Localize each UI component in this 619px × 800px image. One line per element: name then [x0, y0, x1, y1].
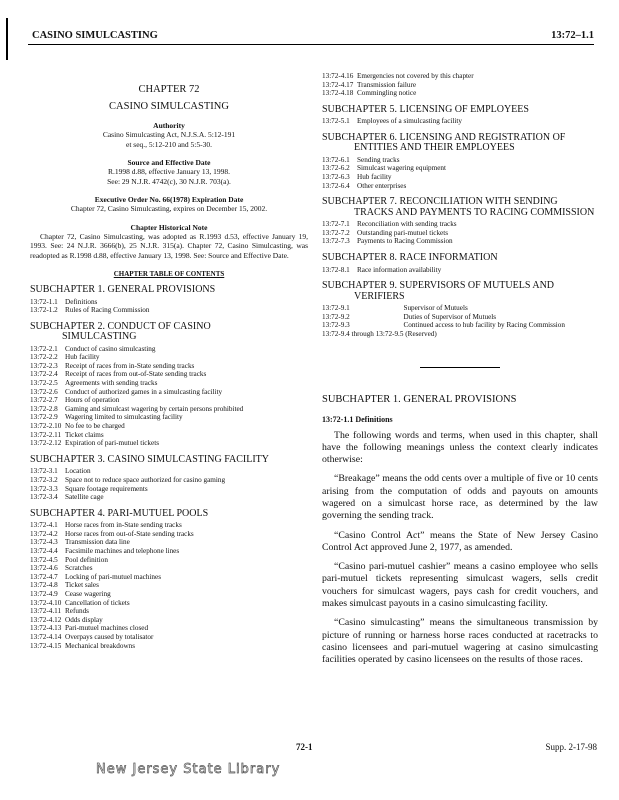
toc-entry-title: Rules of Racing Commission	[65, 306, 150, 315]
toc-entry-number: 13:72-6.4	[322, 181, 350, 190]
toc-entry-title: Space not to reduce space authorized for casino gaming	[65, 475, 226, 484]
toc-entry-title: Wagering limited to simulcasting facility	[65, 413, 183, 422]
toc-entry-list	[30, 345, 243, 448]
subchapter-title: SUBCHAPTER 4. PARI-MUTUEL POOLS	[30, 507, 209, 519]
toc-entry-title: Employees of a simulcasting facility	[357, 117, 462, 126]
toc-entry-number: 13:72-2.4	[30, 370, 58, 379]
toc-entry-title: (Reserved)	[403, 329, 437, 338]
toc-entry	[322, 72, 474, 81]
toc-entry-title: Cancellation of tickets	[65, 598, 130, 607]
toc-entry-list	[30, 467, 225, 501]
toc-entry	[322, 164, 446, 173]
subchapter-title: SUBCHAPTER 6. LICENSING AND REGISTRATION OF ENTITIES AND THEIR EMPLOYEES	[322, 133, 598, 154]
subchapter-title: SUBCHAPTER 8. RACE INFORMATION	[322, 252, 498, 264]
toc-entry-number: 13:72-4.18	[322, 89, 354, 98]
toc-entry-number: 13:72-4.10	[30, 598, 62, 607]
toc-entry	[322, 304, 565, 313]
toc-entry	[322, 220, 457, 229]
toc-entry-number: 13:72-4.13	[30, 624, 62, 633]
toc-entry-number: 13:72-6.3	[322, 173, 350, 182]
toc-entry-number: 13:72-9.1	[322, 304, 350, 313]
toc-entry-number: 13:72-7.2	[322, 228, 350, 237]
chapter-number: CHAPTER 72	[138, 84, 200, 95]
toc-entry-title: Receipt of races from out-of-State sending tracks	[65, 370, 207, 379]
toc-entry	[322, 313, 565, 322]
subchapter-title: SUBCHAPTER 1. GENERAL PROVISIONS	[30, 284, 216, 295]
definition-paragraph: The following words and terms, when used in this chapter, shall have the following meanings unless the context clearly indicates otherwise:	[322, 429, 598, 466]
toc-entry-number: 13:72-2.2	[30, 353, 58, 362]
toc-entry	[322, 117, 462, 126]
definitions-text	[322, 430, 598, 667]
section-divider	[420, 367, 500, 368]
toc-entry	[30, 413, 243, 422]
right-column	[322, 70, 598, 667]
toc-entry	[30, 439, 243, 448]
toc-entry-title: Gaming and simulcast wagering by certain persons prohibited	[65, 404, 244, 413]
toc-entry	[322, 89, 474, 98]
toc-entry-title: Hub facility	[65, 353, 100, 362]
toc-entry	[30, 396, 243, 405]
toc-entry	[30, 422, 243, 431]
toc-entry-title: Ticket sales	[65, 581, 99, 590]
library-watermark: New Jersey State Library	[96, 762, 281, 777]
toc-entry	[30, 547, 194, 556]
toc-entry-title: Continued access to hub facility by Racing Commission	[403, 321, 565, 330]
toc-entry	[30, 521, 194, 530]
toc-entry-list	[322, 266, 441, 275]
toc-entry-number: 13:72-6.1	[322, 155, 350, 164]
toc-entry-title: Agreements with sending tracks	[65, 379, 158, 388]
toc-entry-title: Definitions	[65, 297, 98, 306]
toc-entry	[30, 556, 194, 565]
toc-entry-number: 13:72-4.16	[322, 72, 354, 80]
toc-entry-title: Pari-mutuel machines closed	[65, 624, 149, 633]
toc-entry-title: Pool definition	[65, 555, 108, 564]
toc-entry-title: Hours of operation	[65, 396, 120, 405]
toc-entry	[30, 624, 194, 633]
toc-entry-title: Refunds	[65, 607, 89, 616]
toc-entry-title: Odds display	[65, 615, 103, 624]
toc-entry-number: 13:72-9.2	[322, 312, 350, 321]
toc-entry-title: Hub facility	[357, 173, 392, 182]
toc-entry-number: 13:72-8.1	[322, 265, 350, 274]
toc-entry-number: 13:72-2.6	[30, 387, 58, 396]
toc-entry-number: 13:72-4.8	[30, 581, 58, 590]
toc-entry	[322, 182, 446, 191]
toc-entry-number: 13:72-3.1	[30, 467, 58, 476]
toc-entry	[322, 156, 446, 165]
toc-entry-title: Sending tracks	[357, 155, 400, 164]
toc-entry	[30, 431, 243, 440]
left-column	[30, 70, 308, 650]
toc-entry	[30, 530, 194, 539]
toc-entry-number: 13:72-2.3	[30, 361, 58, 370]
toc-entry-number: 13:72-3.4	[30, 493, 58, 502]
toc-entry	[30, 633, 194, 642]
toc-entry-title: Payments to Racing Commission	[357, 237, 453, 246]
toc-entry-number: 13:72-9.4 through 13:72-9.5	[322, 329, 404, 338]
exec-order-label: Executive Order No. 66(1978) Expiration Date	[94, 195, 244, 204]
toc-entry	[30, 467, 225, 476]
toc-entry	[30, 405, 243, 414]
definition-paragraph: “Casino simulcasting” means the simultaneous transmission by picture of running or harness horse races conducted at racetracks to casino licensees and pari-mutuel wagering at casino simulcasting facilities operated by casino licensees on the results of those races.	[322, 617, 598, 666]
toc-entry-number: 13:72-4.6	[30, 564, 58, 573]
toc-entry-title: Scratches	[65, 564, 93, 573]
toc-entry-title: Receipt of races from in-State sending tracks	[65, 361, 195, 370]
toc-entry	[30, 298, 149, 307]
toc-title: CHAPTER TABLE OF CONTENTS	[113, 270, 225, 278]
toc-entry-number: 13:72-2.9	[30, 413, 58, 422]
toc-entry-number: 13:72-3.3	[30, 484, 58, 493]
toc-entry-number: 13:72-2.11	[30, 430, 62, 439]
toc-entry-number: 13:72-4.14	[30, 632, 62, 641]
toc-entry-number: 13:72-4.4	[30, 546, 58, 555]
toc-entry-number: 13:72-6.2	[322, 164, 350, 173]
supplement-date: Supp. 2-17-98	[545, 742, 597, 752]
toc-entry-number: 13:72-4.11	[30, 607, 62, 616]
toc-entry-list	[322, 117, 462, 126]
toc-entry-title: Commingling notice	[357, 89, 417, 98]
toc-entry	[30, 607, 194, 616]
toc-entry-list	[322, 304, 565, 338]
toc-entry	[30, 379, 243, 388]
toc-entry-number: 13:72-1.2	[30, 306, 58, 315]
definition-paragraph: “Breakage” means the odd cents over a multiple of five or 10 cents arising from the computation of odds and payouts on amounts wagered on a simulcast horse race, as determined by the law governing the sending track.	[322, 473, 598, 522]
subchapter-title-continued: ENTITIES AND THEIR EMPLOYEES	[354, 142, 515, 154]
toc-entry	[30, 642, 194, 651]
definition-paragraph: “Casino pari-mutuel cashier” means a casino employee who sells pari-mutuel tickets representing simulcast wagers, sells credit vouchers for simulcast wagers, pays cash for credit vouchers, and makes simulcast payouts in a casino simulcasting facility.	[322, 561, 598, 610]
toc-entry-number: 13:72-2.12	[30, 439, 62, 448]
toc-entry	[30, 599, 194, 608]
toc-entry	[30, 476, 225, 485]
toc-entry-title: Emergencies not covered by this chapter	[357, 72, 474, 80]
toc-continued	[322, 72, 474, 98]
subchapter-title-continued: TRACKS AND PAYMENTS TO RACING COMMISSION	[354, 206, 595, 218]
toc-entry-title: Reconciliation with sending tracks	[357, 220, 457, 229]
toc-entry-number: 13:72-2.7	[30, 396, 58, 405]
toc-entry-number: 13:72-4.12	[30, 615, 62, 624]
toc-entry-number: 13:72-2.8	[30, 404, 58, 413]
toc-entry	[30, 493, 225, 502]
toc-entry-title: Location	[65, 467, 91, 476]
toc-entry	[30, 485, 225, 494]
subchapter-title: SUBCHAPTER 5. LICENSING OF EMPLOYEES	[322, 103, 529, 115]
subchapter-title: SUBCHAPTER 3. CASINO SIMULCASTING FACILITY	[30, 453, 269, 465]
toc-entry-title: Race information availability	[357, 265, 442, 274]
toc-entry	[30, 590, 194, 599]
toc-entry	[322, 321, 565, 330]
toc-entry	[30, 306, 149, 315]
toc-entry-number: 13:72-5.1	[322, 117, 350, 126]
toc-entry-title: Satellite cage	[65, 493, 104, 502]
toc-entry	[30, 573, 194, 582]
subchapter-title: SUBCHAPTER 9. SUPERVISORS OF MUTUELS AND VERIFIERS	[322, 281, 598, 302]
toc-entry	[30, 353, 243, 362]
toc-entry-number: 13:72-1.1	[30, 297, 58, 306]
header-title: CASINO SIMULCASTING	[32, 30, 158, 41]
toc-entry-list	[322, 156, 446, 190]
toc-entry-number: 13:72-2.5	[30, 379, 58, 388]
toc-entry-title: Horse races from in-State sending tracks	[65, 521, 182, 530]
page-number: 72-1	[296, 742, 313, 752]
toc-entry-title: Transmission data line	[65, 538, 130, 547]
toc-entry-list	[30, 298, 149, 315]
header-section-number: 13:72–1.1	[551, 30, 594, 41]
toc-entry-title: Horse races from out-of-State sending tracks	[65, 529, 194, 538]
toc-entry	[322, 330, 565, 339]
definition-paragraph: “Casino Control Act” means the State of New Jersey Casino Control Act approved June 2, 1977, as amended.	[322, 529, 598, 553]
history-label: Chapter Historical Note	[130, 222, 208, 232]
subchapter-heading: SUBCHAPTER 1. GENERAL PROVISIONS	[322, 393, 517, 405]
toc-entry	[322, 81, 474, 90]
toc-entry	[30, 388, 243, 397]
toc-entry-title: Ticket claims	[65, 430, 104, 439]
toc-entry-number: 13:72-4.3	[30, 538, 58, 547]
toc-entry-number: 13:72-4.17	[322, 80, 354, 89]
toc-entry-title: Supervisor of Mutuels	[403, 304, 468, 313]
toc-entry-title: Square footage requirements	[65, 484, 148, 493]
chapter-title: CASINO SIMULCASTING	[109, 101, 229, 112]
toc-entry-title: Expiration of pari-mutuel tickets	[65, 439, 160, 448]
toc-entry-title: Overpays caused by totalisator	[65, 632, 154, 641]
toc-entry-number: 13:72-2.10	[30, 422, 62, 431]
toc-entry-number: 13:72-7.1	[322, 220, 350, 229]
toc-entry-title: Duties of Supervisor of Mutuels	[403, 312, 497, 321]
toc-entry-title: Transmission failure	[357, 80, 417, 89]
toc-right	[322, 105, 598, 339]
toc-entry-number: 13:72-4.2	[30, 529, 58, 538]
toc-entry-number: 13:72-7.3	[322, 237, 350, 246]
toc-entry-title: Other enterprises	[357, 181, 407, 190]
running-header	[28, 30, 594, 45]
history-text: Chapter 72, Casino Simulcasting, was adopted as R.1993 d.53, effective January 19, 1993. See: 24 N.J.R. 3666(b), 25 N.J.R. 315(a). Chapter 72, Casino Simulcasting, was readopted as R.1998 d.88, effective January 13, 1998. See: Source and Effective Date.	[30, 231, 308, 260]
toc-entry-number: 13:72-9.3	[322, 321, 350, 330]
authority-text: Casino Simulcasting Act, N.J.S.A. 5:12-191 et seq., 5:12-210 and 5:5-30.	[102, 130, 236, 149]
toc-left	[30, 285, 308, 650]
subchapter-title: SUBCHAPTER 2. CONDUCT OF CASINO SIMULCASTING	[30, 322, 308, 343]
toc-entry-title: Facsimile machines and telephone lines	[65, 546, 180, 555]
toc-entry	[322, 237, 457, 246]
margin-bar	[6, 18, 8, 60]
toc-entry-number: 13:72-4.9	[30, 589, 58, 598]
toc-entry-title: Simulcast wagering equipment	[357, 164, 447, 173]
toc-entry-list	[30, 521, 194, 650]
toc-entry-title: Locking of pari-mutuel machines	[65, 572, 162, 581]
toc-entry	[30, 616, 194, 625]
toc-entry-number: 13:72-4.5	[30, 555, 58, 564]
toc-entry	[30, 370, 243, 379]
subchapter-title: SUBCHAPTER 7. RECONCILIATION WITH SENDING TRACKS AND PAYMENTS TO RACING COMMISSION	[322, 197, 598, 218]
source-label: Source and Effective Date	[127, 158, 211, 167]
toc-entry	[30, 564, 194, 573]
toc-entry-list	[322, 220, 457, 246]
toc-entry-number: 13:72-4.7	[30, 572, 58, 581]
toc-entry-number: 13:72-4.15	[30, 641, 62, 650]
toc-entry-number: 13:72-3.2	[30, 475, 58, 484]
toc-entry	[30, 362, 243, 371]
subchapter-title-continued: VERIFIERS	[354, 290, 405, 302]
toc-entry	[322, 173, 446, 182]
toc-entry	[30, 345, 243, 354]
toc-entry	[322, 266, 441, 275]
toc-entry-title: Outstanding pari-mutuel tickets	[357, 228, 449, 237]
toc-entry	[30, 538, 194, 547]
source-text: R.1998 d.88, effective January 13, 1998. See: 29 N.J.R. 4742(c), 30 N.J.R. 703(a).	[107, 167, 231, 186]
toc-entry-number: 13:72-2.1	[30, 344, 58, 353]
authority-label: Authority	[153, 121, 185, 130]
toc-entry	[30, 581, 194, 590]
exec-order-text: Chapter 72, Casino Simulcasting, expires on December 15, 2002.	[70, 204, 268, 213]
toc-entry-title: Mechanical breakdowns	[65, 641, 136, 650]
subchapter-title-continued: SIMULCASTING	[62, 331, 137, 343]
section-heading: 13:72-1.1 Definitions	[322, 414, 393, 424]
toc-entry	[322, 229, 457, 238]
toc-entry-title: Conduct of casino simulcasting	[65, 344, 156, 353]
toc-entry-title: Cease wagering	[65, 589, 111, 598]
toc-entry-title: Conduct of authorized games in a simulcasting facility	[65, 387, 223, 396]
toc-entry-title: No fee to be charged	[65, 422, 125, 431]
toc-entry-number: 13:72-4.1	[30, 521, 58, 530]
